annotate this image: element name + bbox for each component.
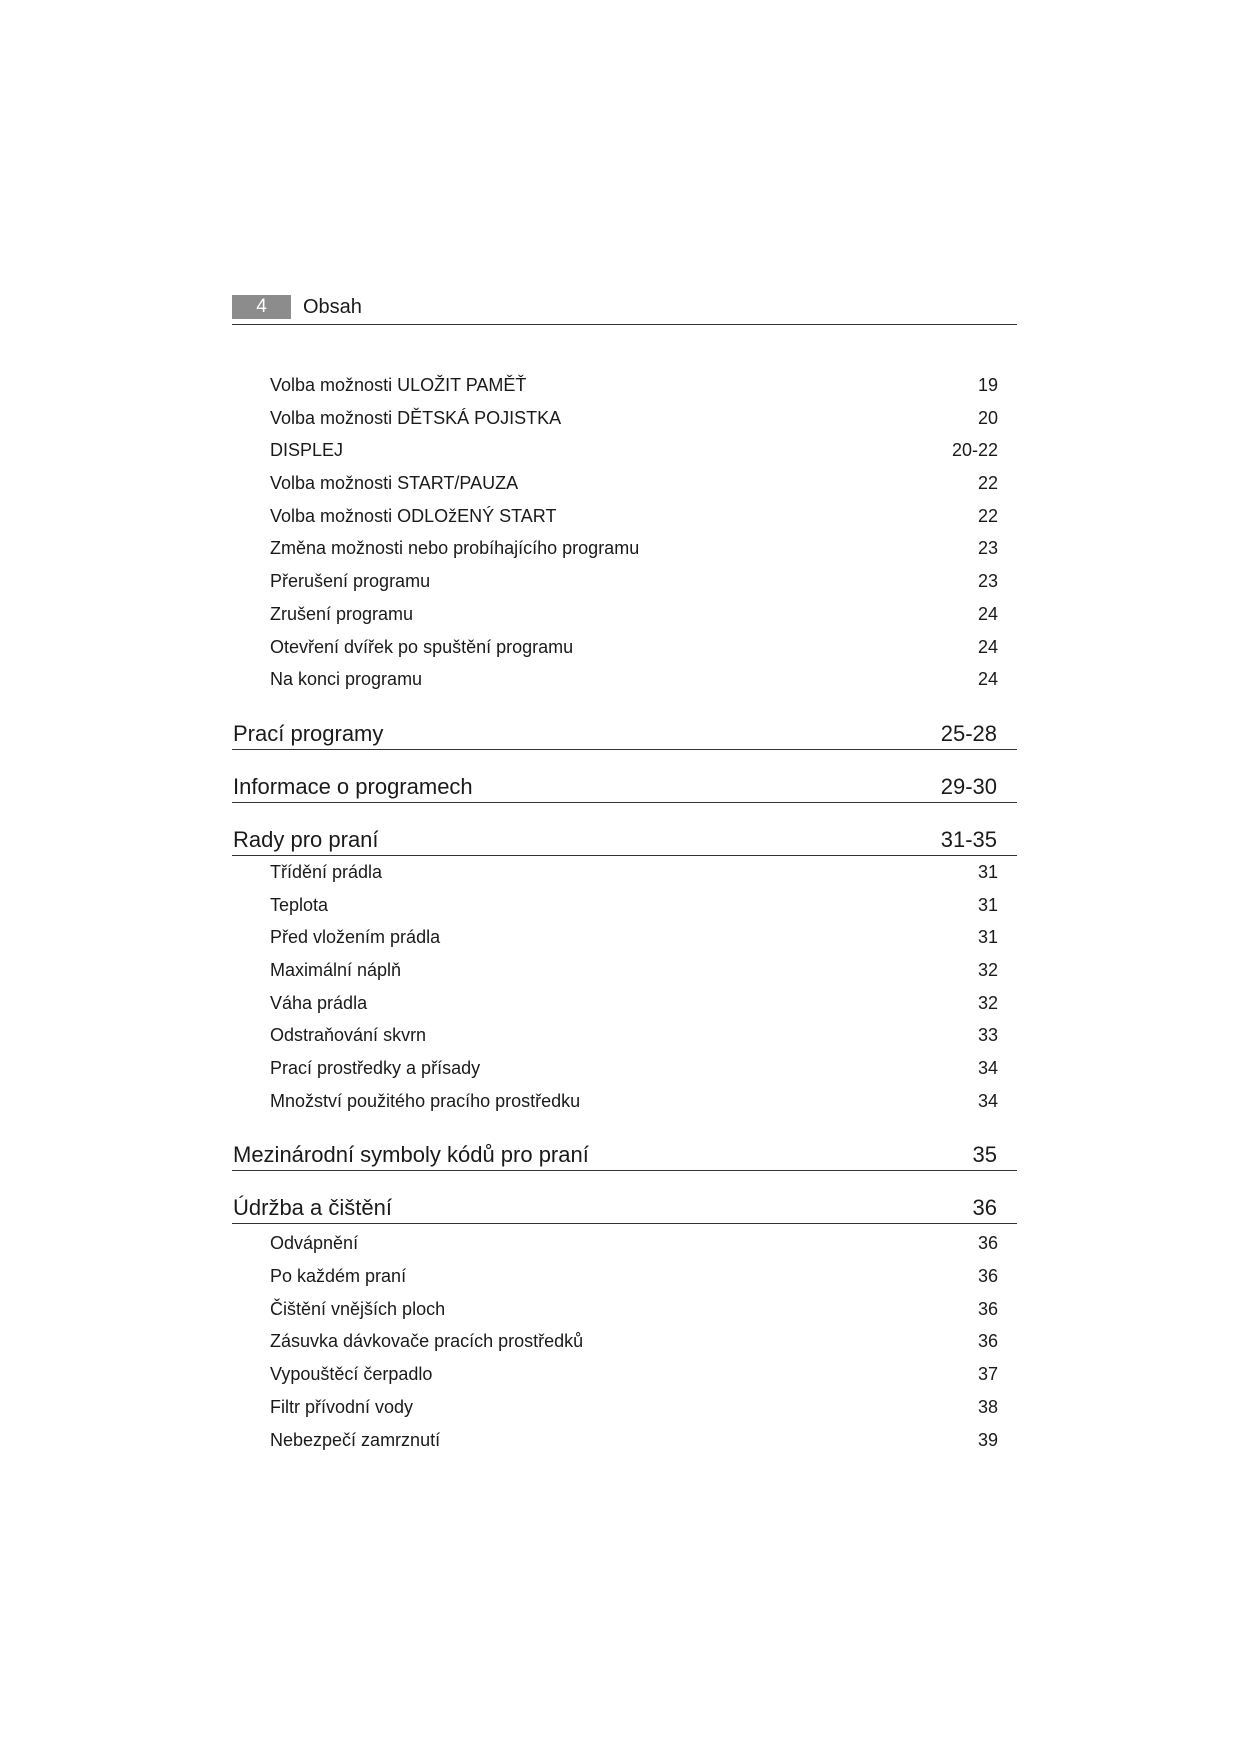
toc-entry-label: Před vložením prádla bbox=[270, 927, 441, 948]
toc-entry-page: 22 bbox=[977, 473, 998, 494]
toc-entry[interactable] bbox=[232, 921, 1017, 954]
toc-entry-page: 34 bbox=[977, 1090, 998, 1111]
toc-section-heading[interactable] bbox=[232, 824, 1017, 856]
toc-entry-page: 22 bbox=[977, 505, 998, 526]
toc-entry[interactable] bbox=[232, 369, 1017, 402]
toc-section-label: Informace o programech bbox=[233, 773, 473, 799]
toc-entry-page: 31 bbox=[977, 861, 998, 882]
toc-entry-page: 39 bbox=[977, 1429, 998, 1450]
toc-section-label: Údržba a čištění bbox=[233, 1195, 392, 1221]
toc-entry-label: Po každém praní bbox=[270, 1266, 407, 1287]
toc-entry-page: 32 bbox=[977, 992, 998, 1013]
toc-entry-label: Přerušení programu bbox=[270, 571, 431, 592]
toc-entry[interactable] bbox=[232, 1052, 1017, 1085]
toc-entry-page: 31 bbox=[977, 894, 998, 915]
toc-entry[interactable] bbox=[232, 1424, 1017, 1457]
toc-entry-page: 24 bbox=[977, 669, 998, 690]
toc-entry-label: Volba možnosti ODLOžENÝ START bbox=[270, 505, 557, 526]
toc-entry-page: 23 bbox=[977, 571, 998, 592]
toc-entry[interactable] bbox=[232, 1085, 1017, 1118]
header-title: Obsah bbox=[303, 296, 362, 318]
toc-entry-page: 31 bbox=[977, 927, 998, 948]
toc-entry-page: 24 bbox=[977, 636, 998, 657]
toc-entry[interactable] bbox=[232, 1325, 1017, 1358]
toc-entry-page: 38 bbox=[977, 1396, 998, 1417]
toc-entry-label: Teplota bbox=[270, 894, 329, 915]
toc-section-heading[interactable] bbox=[232, 1192, 1017, 1224]
toc-entry-label: Volba možnosti START/PAUZA bbox=[270, 473, 519, 494]
toc-entry[interactable] bbox=[232, 663, 1017, 696]
toc-entry-label: Otevření dvířek po spuštění programu bbox=[270, 636, 574, 657]
toc-entry-page: 36 bbox=[977, 1331, 998, 1352]
toc-entry-page: 33 bbox=[977, 1025, 998, 1046]
toc-section-label: Mezinárodní symboly kódů pro praní bbox=[233, 1142, 589, 1168]
toc-entry[interactable] bbox=[232, 402, 1017, 435]
toc-entry-label: Zásuvka dávkovače pracích prostředků bbox=[270, 1331, 584, 1352]
page-header bbox=[232, 295, 1017, 325]
toc-entry[interactable] bbox=[232, 434, 1017, 467]
toc-entry-page: 23 bbox=[977, 538, 998, 559]
toc-entry-label: Odstraňování skvrn bbox=[270, 1025, 427, 1046]
toc-entry-label: Třídění prádla bbox=[270, 861, 383, 882]
toc-entry-label: Zrušení programu bbox=[270, 603, 414, 624]
toc-entry-label: Čištění vnějších ploch bbox=[270, 1298, 446, 1319]
toc-entry[interactable] bbox=[232, 954, 1017, 987]
toc-entry-label: DISPLEJ bbox=[270, 440, 344, 461]
toc-entry[interactable] bbox=[232, 1391, 1017, 1424]
toc-entry-label: Vypouštěcí čerpadlo bbox=[270, 1364, 433, 1385]
toc-entry[interactable] bbox=[232, 500, 1017, 533]
toc-entry-page: 20-22 bbox=[951, 440, 998, 461]
toc-section-page: 29-30 bbox=[940, 773, 997, 799]
toc-entry[interactable] bbox=[232, 565, 1017, 598]
toc-section-page: 31-35 bbox=[940, 826, 997, 852]
toc-section-heading[interactable] bbox=[232, 718, 1017, 750]
toc-entry-page: 32 bbox=[977, 959, 998, 980]
toc-entry[interactable] bbox=[232, 1260, 1017, 1293]
toc-section-page: 25-28 bbox=[940, 720, 997, 746]
toc-entry-label: Volba možnosti ULOŽIT PAMĚŤ bbox=[270, 375, 527, 395]
toc-entry[interactable] bbox=[232, 1019, 1017, 1052]
toc-entry[interactable] bbox=[232, 598, 1017, 631]
toc-entry-label: Filtr přívodní vody bbox=[270, 1396, 414, 1417]
toc-entry[interactable] bbox=[232, 1293, 1017, 1326]
toc-entry-label: Množství použitého pracího prostředku bbox=[270, 1090, 581, 1111]
toc-entry[interactable] bbox=[232, 1227, 1017, 1260]
toc-entry-page: 34 bbox=[977, 1058, 998, 1078]
toc-section-page: 35 bbox=[972, 1142, 997, 1168]
toc-section-label: Prací programy bbox=[233, 720, 384, 746]
toc-entry[interactable] bbox=[232, 987, 1017, 1020]
toc-section-heading[interactable] bbox=[232, 771, 1017, 803]
toc-entry-page: 24 bbox=[977, 603, 998, 624]
toc-entry-label: Prací prostředky a přísady bbox=[270, 1058, 481, 1078]
toc-entry-page: 36 bbox=[977, 1233, 998, 1254]
toc-section-heading[interactable] bbox=[232, 1139, 1017, 1171]
toc-section-label: Rady pro praní bbox=[233, 826, 379, 852]
toc-entry-label: Váha prádla bbox=[270, 992, 368, 1013]
toc-entry-label: Maximální náplň bbox=[270, 959, 402, 980]
toc-entry-page: 36 bbox=[977, 1298, 998, 1319]
toc-entry[interactable] bbox=[232, 856, 1017, 889]
toc-entry[interactable] bbox=[232, 631, 1017, 664]
toc-entry-label: Volba možnosti DĚTSKÁ POJISTKA bbox=[270, 407, 562, 428]
toc-entry-page: 20 bbox=[977, 407, 998, 428]
toc-entry-page: 19 bbox=[977, 375, 998, 395]
toc-entry-page: 37 bbox=[977, 1364, 998, 1385]
toc-entry-label: Nebezpečí zamrznutí bbox=[270, 1429, 441, 1450]
toc-entry[interactable] bbox=[232, 532, 1017, 565]
toc-entry-label: Odvápnění bbox=[270, 1233, 359, 1254]
table-of-contents bbox=[232, 369, 1017, 1456]
toc-entry-label: Na konci programu bbox=[270, 669, 423, 690]
toc-entry-label: Změna možnosti nebo probíhajícího programu bbox=[270, 538, 640, 559]
toc-entry[interactable] bbox=[232, 1358, 1017, 1391]
toc-entry-page: 36 bbox=[977, 1266, 998, 1287]
toc-entry[interactable] bbox=[232, 467, 1017, 500]
toc-section-page: 36 bbox=[972, 1195, 997, 1221]
toc-entry[interactable] bbox=[232, 889, 1017, 922]
page-number-badge: 4 bbox=[232, 295, 291, 319]
